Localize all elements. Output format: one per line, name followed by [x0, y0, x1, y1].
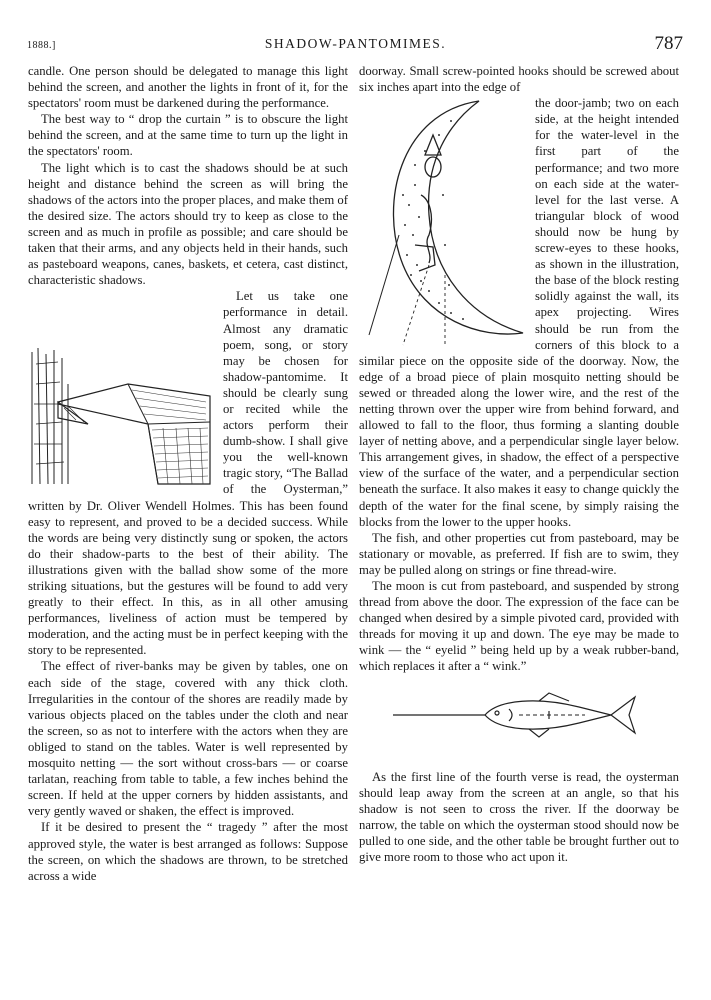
left-column — [28, 63, 348, 884]
paragraph: If it be desired to present the “ tragedy ” after the most approved style, the water is best arranged as follows: Suppose the screen, on which the shadows are thrown, to be stretched across a wide — [28, 820, 348, 883]
paragraph: The effect of river-banks may be given by tables, one on each side of the stage, covered with any thick cloth. Irregularities in the contour of the shores are readily made by various objects placed on the tables under the cloth and near the screen, so as not to interfere with the actors when they are obliged to stand on the tables. Water is well represented by mosquito netting — the sort without cross-bars — or coarse tarlatan, reaching from table to table, a few inches behind the screen. If held at the upper corners by hidden assistants, and very gently waved or shaken, the effect is improved. — [28, 659, 348, 819]
paragraph: The fish, and other properties cut from pasteboard, may be stationary or movable, as preferred. If fish are to swim, they may be pulled along on strings or fine thread-wire. — [359, 530, 679, 577]
right-column — [359, 63, 679, 865]
header-title: SHADOW-PANTOMIMES. — [264, 36, 447, 51]
running-header — [0, 0, 711, 56]
paragraph: As the first line of the fourth verse is read, the oysterman should leap away from the screen at an angle, so that his shadow is not seen to cross the river. If the doorway be narrow, the table on which the oysterman stood should now be pulled to one side, and the other table be brought further out to give more room to those who act upon it. — [359, 769, 679, 865]
moon-illustration — [359, 95, 529, 347]
fish-illustration — [389, 687, 649, 745]
header-year: 1888.] — [27, 40, 56, 51]
boat-block-illustration — [28, 344, 215, 487]
paragraph — [28, 288, 348, 658]
paragraph-text: Let us take one performance in detail. Almost any dramatic poem, song, or story may be chosen for shadow-pantomime. It should be clearly sung or recited while the actors perform their dumb-show. I shall give you the well-known tragic story, “The Ballad of the Oysterman,” written by Dr. Oliver Wendell Holmes. This has been found easy to represent, and proved to be a decided success. While the words are being very distinctly sung or spoken, the actors do their shadow-parts to the best of their ability. The illustrations given with the ballad show some of the more striking situations, but the gestures will be found to add very greatly to their effect. In this, as in all other amusing performances, liveliness of action must be tempered by moderation, and the acting must be in perfect keeping with the story to be represented. — [28, 289, 348, 658]
paragraph: The moon is cut from pasteboard, and suspended by strong thread from above the door. The expression of the face can be changed when desired by a simple pivoted card, provided with threads for moving it up and down. The eye may be made to wink — the “ eyelid ” being held up by a weak rubber-band, which replaces it after a “ wink.” — [359, 579, 679, 674]
page-number: 787 — [654, 33, 683, 54]
paragraph — [359, 95, 679, 530]
paragraph: The light which is to cast the shadows should be at such height and distance behind the screen as will bring the shadows of the actors into the proper places, and make them of the desired size. The actors should try to keep as close to the screen and as much in profile as possible; and care should be taken that their arms, and any objects held in their hands, such as pasteboard weapons, canes, baskets, et cetera, cast distinct, characteristic shadows. — [28, 160, 348, 288]
paragraph: candle. One person should be delegated to manage this light behind the screen, and another the lights in front of it, for the spectators' room must be darkened during the performance. — [28, 64, 348, 111]
paragraph: doorway. Small screw-pointed hooks should be screwed about six inches apart into the edge of — [359, 64, 679, 95]
paragraph: The best way to “ drop the curtain ” is to obscure the light behind the screen, and at the same time to turn up the light in the spectators' room. — [28, 112, 348, 159]
paragraph-text: the door-jamb; two on each side, at the height intended for the water-level in the first part of the performance; and two more on each side at the water-level for the last verse. A triangular block of wood should now be hung by screw-eyes to these hooks, as shown in the illustration, the base of the block resting solidly against the wall, its apex projecting. Wires should be run from the corners of this block to a similar piece on the opposite side of the doorway. Now, the edge of a broad piece of plain mosquito netting should be sewed or threaded along the lower wire, and the rest of the netting thrown over the upper wire from behind forward, and allowed to fall to the floor, thus forming a slanting double layer of netting above, and a perpendicular single layer below. This arrangement gives, in shadow, the effect of a perspective view of the surface of the water, and a perpendicular section beneath the surface. It also makes it easy to change quickly the depth of the water for the final scene, by simply raising the blocks from the lower to the upper hooks. — [359, 96, 679, 529]
